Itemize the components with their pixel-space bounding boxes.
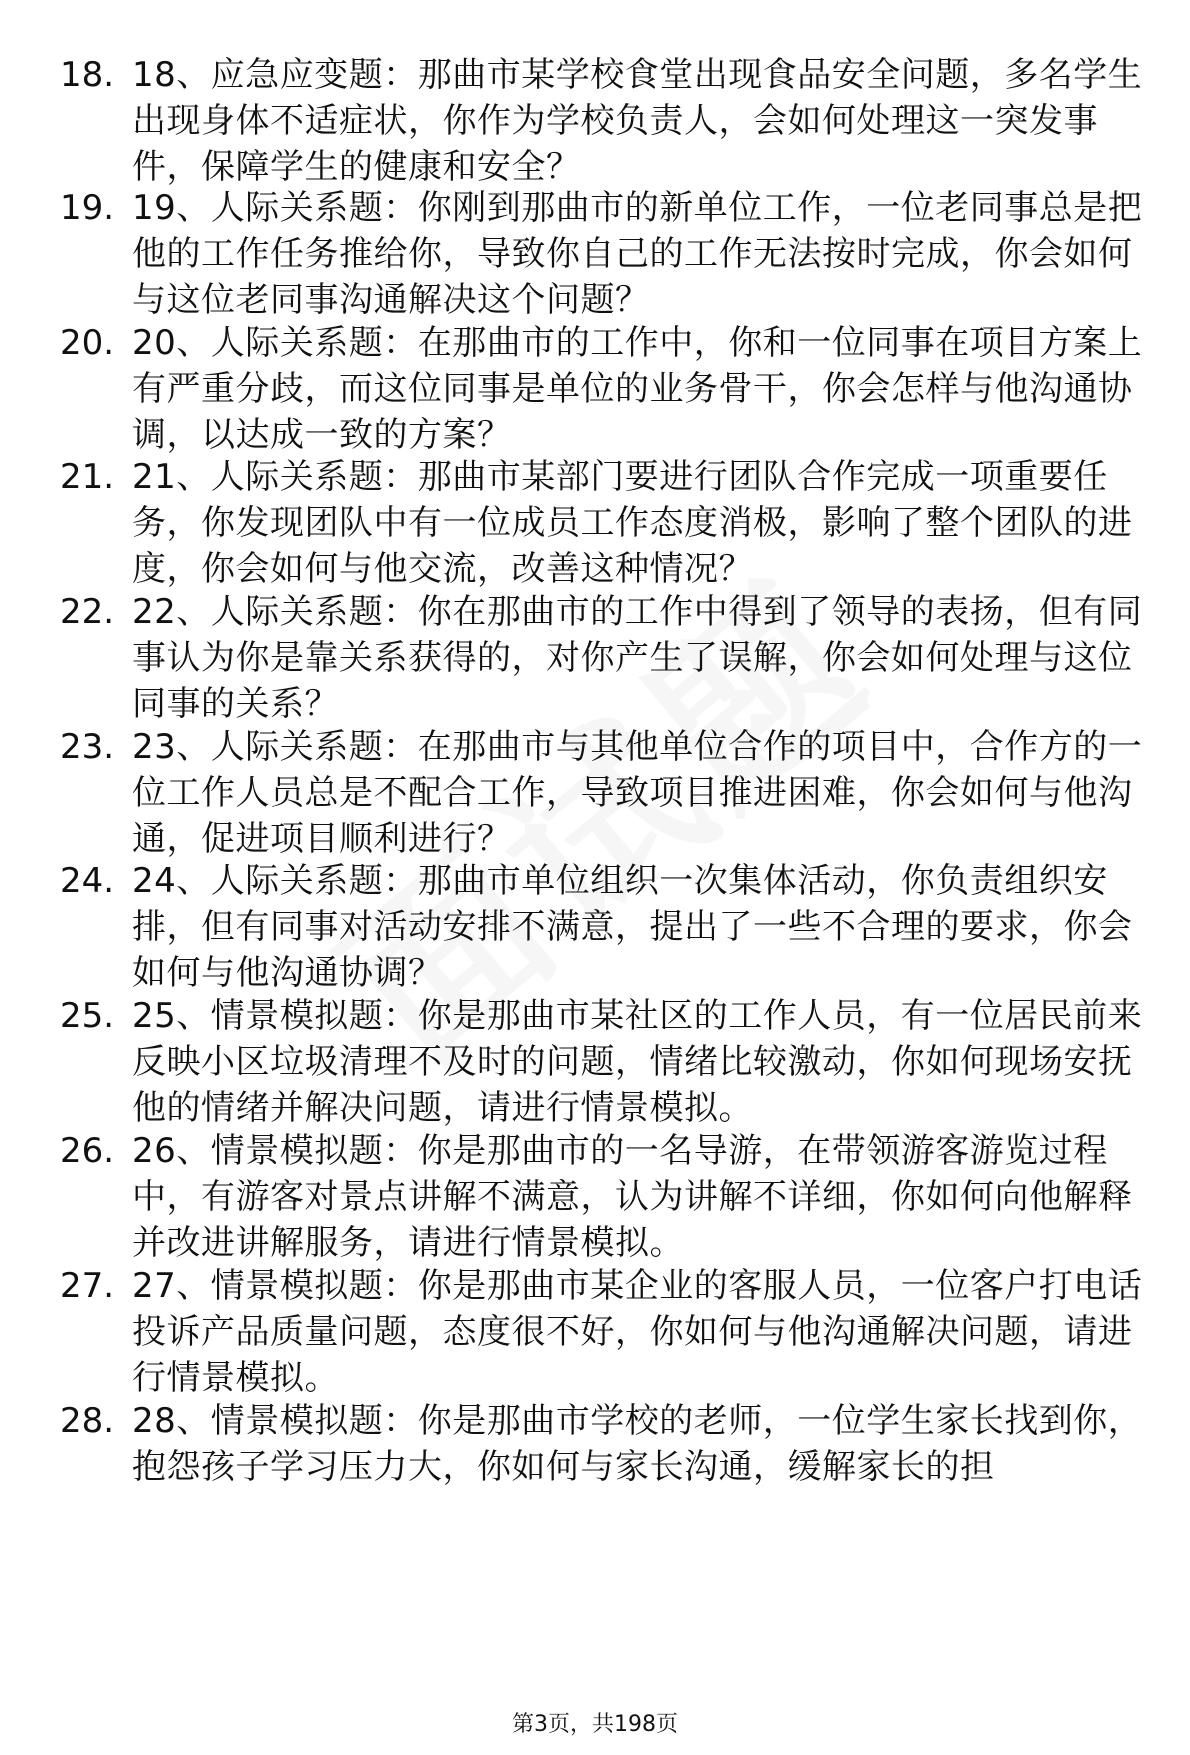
item-text: 19、人际关系题：你刚到那曲市的新单位工作，一位老同事总是把他的工作任务推给你，导致你自己的工作无法按时完成，你会如何与这位老同事沟通解决这个问题？	[132, 188, 1143, 320]
item-text: 28、情景模拟题：你是那曲市学校的老师，一位学生家长找到你，抱怨孩子学习压力大，你如何与家长沟通，缓解家长的担	[132, 1401, 1143, 1487]
item-number: 21.	[60, 457, 115, 497]
item-text: 23、人际关系题：在那曲市与其他单位合作的项目中，合作方的一位工作人员总是不配合工作，导致项目推进困难，你会如何与他沟通，促进项目顺利进行？	[132, 727, 1143, 859]
item-number: 25.	[60, 996, 115, 1036]
item-number: 28.	[60, 1401, 115, 1441]
item-number: 18.	[60, 55, 115, 95]
item-number: 20.	[60, 323, 115, 363]
item-text: 24、人际关系题：那曲市单位组织一次集体活动，你负责组织安排，但有同事对活动安排不满意，提出了一些不合理的要求，你会如何与他沟通协调？	[132, 861, 1133, 993]
item-number: 26.	[60, 1131, 115, 1171]
item-text: 22、人际关系题：你在那曲市的工作中得到了领导的表扬，但有同事认为你是靠关系获得的，对你产生了误解，你会如何处理与这位同事的关系？	[132, 592, 1143, 724]
item-text: 27、情景模拟题：你是那曲市某企业的客服人员，一位客户打电话投诉产品质量问题，态度很不好，你如何与他沟通解决问题，请进行情景模拟。	[132, 1266, 1143, 1398]
item-text: 26、情景模拟题：你是那曲市的一名导游，在带领游客游览过程中，有游客对景点讲解不满意，认为讲解不详细，你如何向他解释并改进讲解服务，请进行情景模拟。	[132, 1131, 1133, 1263]
item-number: 22.	[60, 592, 115, 632]
page-footer: 第3页，共198页	[512, 1712, 678, 1737]
item-number: 24.	[60, 861, 115, 901]
item-number: 19.	[60, 188, 115, 228]
item-text: 21、人际关系题：那曲市某部门要进行团队合作完成一项重要任务，你发现团队中有一位成员工作态度消极，影响了整个团队的进度，你会如何与他交流，改善这种情况？	[132, 457, 1133, 589]
item-text: 20、人际关系题：在那曲市的工作中，你和一位同事在项目方案上有严重分歧，而这位同事是单位的业务骨干，你会怎样与他沟通协调，以达成一致的方案？	[132, 323, 1143, 455]
item-number: 23.	[60, 727, 115, 767]
item-text: 18、应急应变题：那曲市某学校食堂出现食品安全问题，多名学生出现身体不适症状，你作为学校负责人，会如何处理这一突发事件，保障学生的健康和安全？	[132, 55, 1143, 187]
item-number: 27.	[60, 1266, 115, 1306]
item-text: 25、情景模拟题：你是那曲市某社区的工作人员，有一位居民前来反映小区垃圾清理不及时的问题，情绪比较激动，你如何现场安抚他的情绪并解决问题，请进行情景模拟。	[132, 996, 1143, 1128]
